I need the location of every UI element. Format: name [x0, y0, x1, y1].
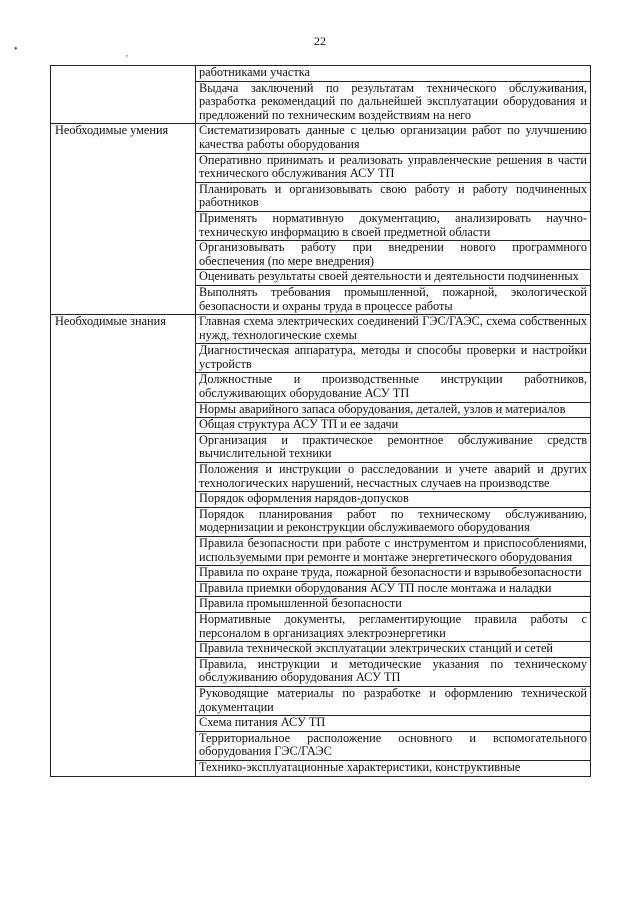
requirement-item: Правила промышленной безопасности — [196, 597, 591, 613]
table-row — [51, 66, 591, 82]
requirement-item: Правила технической эксплуатации электрических станций и сетей — [196, 642, 591, 658]
requirement-item: Главная схема электрических соединений ГЭС/ГАЭС, схема собственных нужд, технологические схемы — [196, 315, 591, 344]
requirement-item: Организовывать работу при внедрении нового программного обеспечения (по мере внедрения) — [196, 241, 591, 270]
requirement-item: Планировать и организовывать свою работу и работу подчиненных работников — [196, 182, 591, 211]
table-row — [51, 315, 591, 344]
requirement-item: Порядок оформления нарядов-допусков — [196, 492, 591, 508]
requirement-item: Положения и инструкции о расследовании и учете аварий и других технологических нарушений, несчастных случаев на производстве — [196, 463, 591, 492]
requirement-item: Нормы аварийного запаса оборудования, деталей, узлов и материалов — [196, 402, 591, 418]
requirement-item: Территориальное расположение основного и вспомогательного оборудования ГЭС/ГАЭС — [196, 731, 591, 760]
section-label — [51, 66, 196, 124]
requirement-item: Должностные и производственные инструкции работников, обслуживающих оборудование АСУ ТП — [196, 373, 591, 402]
requirement-item: Выдача заключений по результатам технического обслуживания, разработка рекомендаций по дальнейшей эксплуатации оборудования и предложений по техническим воздействиям на него — [196, 81, 591, 124]
requirement-item: Оперативно принимать и реализовать управленческие решения в части технического обслуживания АСУ ТП — [196, 153, 591, 182]
requirement-item: Правила, инструкции и методические указания по техническому обслуживанию оборудования АСУ ТП — [196, 657, 591, 686]
requirement-item: Нормативные документы, регламентирующие правила работы с персоналом в организациях электроэнергетики — [196, 612, 591, 641]
requirement-item: работниками участка — [196, 66, 591, 82]
requirement-item: Порядок планирования работ по техническому обслуживанию, модернизации и реконструкции обслуживаемого оборудования — [196, 507, 591, 536]
scan-mark: • — [14, 44, 18, 55]
qualification-table — [50, 65, 591, 777]
section-label: Необходимые знания — [51, 315, 196, 776]
requirement-item: Оценивать результаты своей деятельности и деятельности подчиненных — [196, 270, 591, 286]
requirement-item: Применять нормативную документацию, анализировать научно-техническую информацию в своей предметной области — [196, 211, 591, 240]
requirement-item: Правила безопасности при работе с инструментом и приспособлениями, используемыми при ремонте и монтаже энергетического оборудования — [196, 537, 591, 566]
page-number: 22 — [314, 34, 326, 48]
requirement-item: Диагностическая аппаратура, методы и способы проверки и настройки устройств — [196, 344, 591, 373]
requirement-item: Выполнять требования промышленной, пожарной, экологической безопасности и охраны труда в процессе работы — [196, 285, 591, 314]
requirement-item: Технико-эксплуатационные характеристики, конструктивные — [196, 760, 591, 776]
table-row — [51, 124, 591, 153]
requirement-item: Общая структура АСУ ТП и ее задачи — [196, 418, 591, 434]
requirement-item: Правила приемки оборудования АСУ ТП после монтажа и наладки — [196, 581, 591, 597]
scan-mark: ' — [126, 54, 128, 65]
requirement-item: Систематизировать данные с целью организации работ по улучшению качества работы оборудования — [196, 124, 591, 153]
section-label: Необходимые умения — [51, 124, 196, 315]
requirement-item: Схема питания АСУ ТП — [196, 716, 591, 732]
requirement-item: Руководящие материалы по разработке и оформлению технической документации — [196, 686, 591, 715]
requirement-item: Правила по охране труда, пожарной безопасности и взрывобезопасности — [196, 566, 591, 582]
requirement-item: Организация и практическое ремонтное обслуживание средств вычислительной техники — [196, 433, 591, 462]
